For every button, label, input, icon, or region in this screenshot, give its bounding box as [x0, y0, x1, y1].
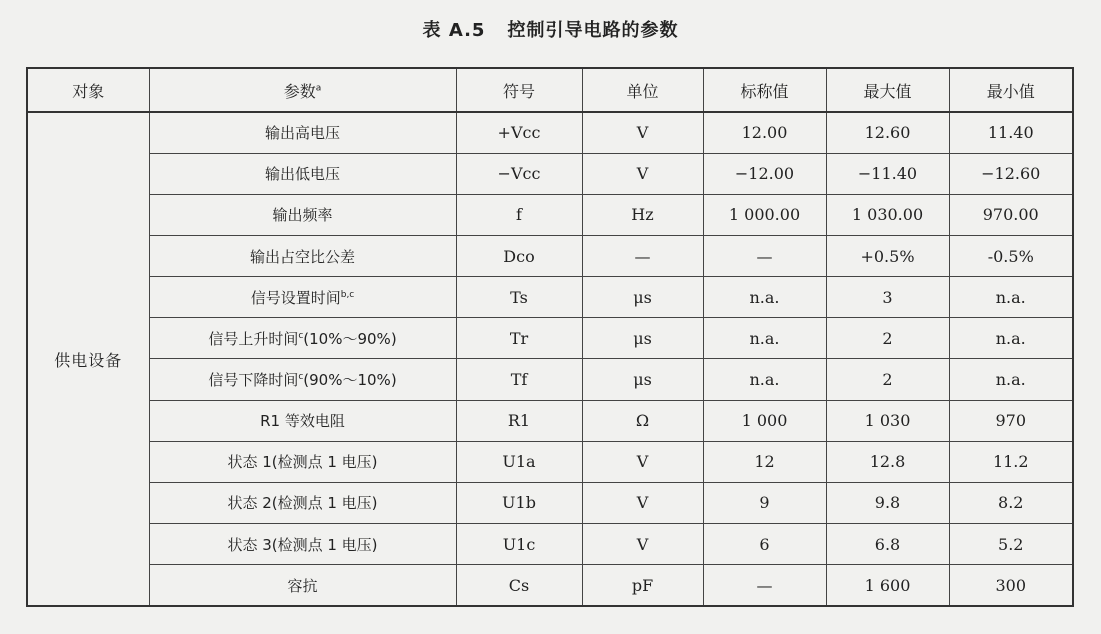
- symbol-cell: −Vcc: [456, 153, 582, 194]
- symbol-cell: Tf: [456, 359, 582, 400]
- nominal-cell: —: [703, 565, 826, 606]
- symbol-cell: f: [456, 194, 582, 235]
- param-label: 状态 3(检测点 1 电压): [227, 535, 378, 554]
- nominal-cell: n.a.: [703, 318, 826, 359]
- min-cell: n.a.: [949, 359, 1073, 400]
- max-cell: 6.8: [826, 524, 949, 565]
- symbol-cell: +Vcc: [456, 112, 582, 153]
- param-range: (90%～10%): [303, 371, 397, 390]
- symbol-cell: Cs: [456, 565, 582, 606]
- table-row: [27, 524, 1073, 565]
- header-symbol: 符号: [456, 68, 582, 112]
- min-cell: n.a.: [949, 318, 1073, 359]
- max-cell: 12.60: [826, 112, 949, 153]
- unit-cell: V: [582, 112, 703, 153]
- header-nominal: 标称值: [703, 68, 826, 112]
- header-param: [149, 68, 456, 112]
- unit-cell: μs: [582, 359, 703, 400]
- max-cell: 12.8: [826, 441, 949, 482]
- param-label: 输出高电压: [264, 124, 340, 143]
- param-cell: [149, 153, 456, 194]
- param-label: 信号上升时间: [208, 329, 299, 348]
- table-title: [0, 16, 1101, 42]
- unit-cell: Hz: [582, 194, 703, 235]
- table-row: [27, 482, 1073, 523]
- max-cell: 9.8: [826, 482, 949, 523]
- symbol-cell: Ts: [456, 277, 582, 318]
- min-cell: -0.5%: [949, 235, 1073, 276]
- param-label: 容抗: [287, 576, 318, 595]
- param-range: (10%～90%): [303, 329, 397, 348]
- nominal-cell: 1 000.00: [703, 194, 826, 235]
- symbol-cell: U1b: [456, 482, 582, 523]
- min-cell: −12.60: [949, 153, 1073, 194]
- param-cell: [149, 194, 456, 235]
- param-cell: [149, 441, 456, 482]
- table-row: [27, 235, 1073, 276]
- param-cell: [149, 400, 456, 441]
- param-footnote: c: [298, 372, 304, 383]
- param-label: 状态 2(检测点 1 电压): [227, 494, 378, 513]
- unit-cell: pF: [582, 565, 703, 606]
- header-max: 最大值: [826, 68, 949, 112]
- table-row: [27, 400, 1073, 441]
- nominal-cell: 12.00: [703, 112, 826, 153]
- header-param-sup: a: [315, 83, 322, 94]
- symbol-cell: U1a: [456, 441, 582, 482]
- max-cell: +0.5%: [826, 235, 949, 276]
- param-label: 信号设置时间: [250, 288, 341, 307]
- param-label: 输出频率: [272, 206, 333, 225]
- min-cell: 970.00: [949, 194, 1073, 235]
- min-cell: n.a.: [949, 277, 1073, 318]
- min-cell: 300: [949, 565, 1073, 606]
- nominal-cell: 1 000: [703, 400, 826, 441]
- param-cell: [149, 359, 456, 400]
- max-cell: 2: [826, 318, 949, 359]
- table-row: [27, 441, 1073, 482]
- header-row: [27, 68, 1073, 112]
- max-cell: 1 030: [826, 400, 949, 441]
- max-cell: 1 600: [826, 565, 949, 606]
- unit-cell: V: [582, 524, 703, 565]
- nominal-cell: −12.00: [703, 153, 826, 194]
- min-cell: 11.40: [949, 112, 1073, 153]
- unit-cell: V: [582, 482, 703, 523]
- symbol-cell: U1c: [456, 524, 582, 565]
- nominal-cell: —: [703, 235, 826, 276]
- param-cell: [149, 524, 456, 565]
- param-label: R1 等效电阻: [260, 412, 345, 431]
- param-cell: [149, 112, 456, 153]
- unit-cell: V: [582, 441, 703, 482]
- max-cell: 3: [826, 277, 949, 318]
- param-label: 状态 1(检测点 1 电压): [227, 453, 378, 472]
- param-cell: [149, 565, 456, 606]
- table-body: [27, 112, 1073, 606]
- symbol-cell: Tr: [456, 318, 582, 359]
- nominal-cell: n.a.: [703, 277, 826, 318]
- table-row: [27, 318, 1073, 359]
- table-row: [27, 359, 1073, 400]
- nominal-cell: 9: [703, 482, 826, 523]
- object-group-cell: 供电设备: [27, 112, 149, 606]
- param-label: 输出占空比公差: [249, 247, 355, 266]
- unit-cell: μs: [582, 318, 703, 359]
- unit-cell: Ω: [582, 400, 703, 441]
- param-cell: [149, 482, 456, 523]
- param-label: 输出低电压: [264, 165, 340, 184]
- min-cell: 970: [949, 400, 1073, 441]
- min-cell: 11.2: [949, 441, 1073, 482]
- symbol-cell: Dco: [456, 235, 582, 276]
- param-cell: [149, 277, 456, 318]
- table-row: [27, 277, 1073, 318]
- param-cell: [149, 235, 456, 276]
- unit-cell: μs: [582, 277, 703, 318]
- table-row: [27, 194, 1073, 235]
- table-caption: 控制引导电路的参数: [507, 20, 679, 41]
- max-cell: 1 030.00: [826, 194, 949, 235]
- max-cell: −11.40: [826, 153, 949, 194]
- table-row: [27, 565, 1073, 606]
- table-row: [27, 112, 1073, 153]
- param-label: 信号下降时间: [208, 371, 299, 390]
- param-cell: [149, 318, 456, 359]
- header-min: 最小值: [949, 68, 1073, 112]
- min-cell: 5.2: [949, 524, 1073, 565]
- parameter-table: [26, 67, 1074, 607]
- header-unit: 单位: [582, 68, 703, 112]
- nominal-cell: 12: [703, 441, 826, 482]
- param-footnote: b,c: [340, 289, 355, 300]
- table-row: [27, 153, 1073, 194]
- unit-cell: —: [582, 235, 703, 276]
- symbol-cell: R1: [456, 400, 582, 441]
- table-number: 表 A.5: [422, 20, 486, 41]
- min-cell: 8.2: [949, 482, 1073, 523]
- max-cell: 2: [826, 359, 949, 400]
- nominal-cell: 6: [703, 524, 826, 565]
- nominal-cell: n.a.: [703, 359, 826, 400]
- param-footnote: c: [298, 330, 304, 341]
- unit-cell: V: [582, 153, 703, 194]
- header-object: 对象: [27, 68, 149, 112]
- header-param-label: 参数: [283, 81, 316, 101]
